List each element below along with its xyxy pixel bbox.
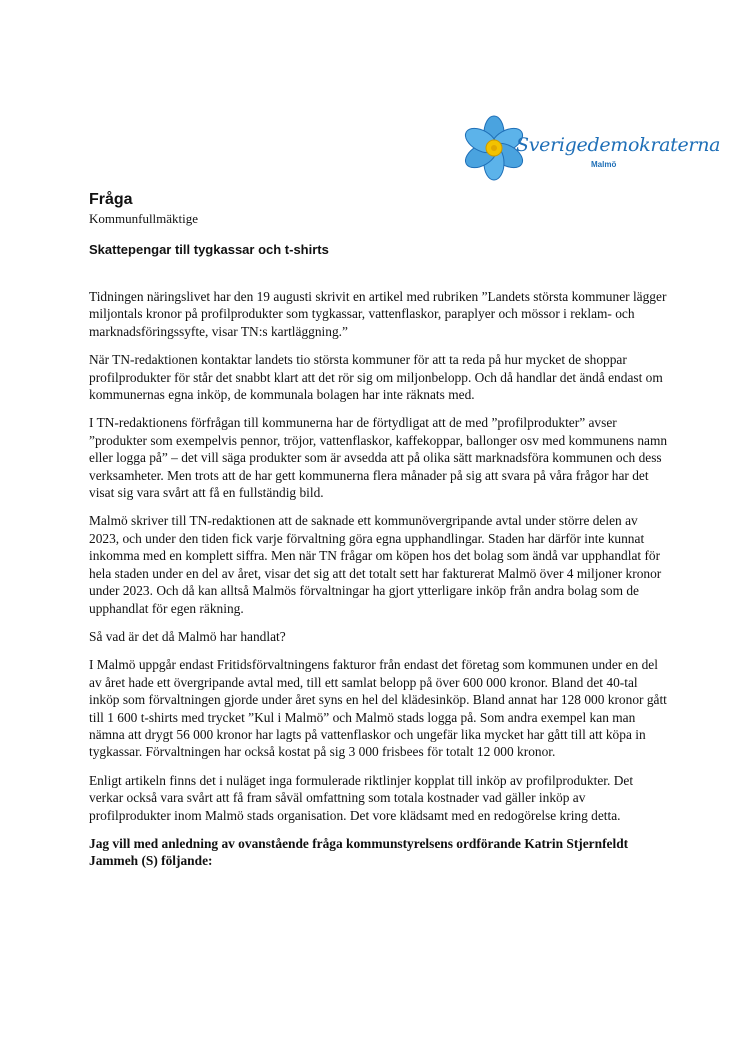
body-paragraph: I TN-redaktionens förfrågan till kommunerna har de förtydligat att de med ”profilprodukter” avser ”produkter som exempelvis pennor, tröjor, vattenflaskor, kaffekoppar, ballonger osv med kommunens namn eller logga på” – det vill säga produkter som är avsedda att på olika sätt marknadsföra kommunen och dess verksamheter. Men trots att de har gett kommunerna flera månader på sig att svara på våra frågor har det visat sig vara svårt att få en fullständig bild. [89, 415, 668, 501]
organization-name: Kommunfullmäktige [89, 211, 199, 226]
document-body [89, 288, 669, 881]
document-header [89, 190, 669, 258]
closing-statement: Jag vill med anledning av ovanstående fråga kommunstyrelsens ordförande Katrin Stjernfeldt Jammeh (S) följande: [89, 835, 629, 869]
logo-city: Malmö [591, 160, 617, 169]
logo-wordmark: Sverigedemokraterna [516, 134, 721, 156]
body-paragraph: Malmö skriver till TN-redaktionen att de saknade ett kommunövergripande avtal under större delen av 2023, och under den tiden fick varje förvaltning göra egna upphandlingar. Staden har därför inte kunnat inkomma med en komplett siffra. Men när TN frågar om köpen hos det bolag som ändå var upphandlat för hela staden under en del av året, visar det sig att det totalt sett har fakturerat Malmö över 4 miljoner kronor under 2023. Och då kan alltså Malmös förvaltningar ha gjort ytterligare inköp från andra bolag som de upphandlat för egen räkning. [89, 513, 662, 616]
body-paragraph: Så vad är det då Malmö har handlat? [89, 628, 286, 644]
body-paragraph: När TN-redaktionen kontaktar landets tio största kommuner för att ta reda på hur mycket de shoppar profilprodukter för står det snabbt klart att det rör sig om miljonbelopp. Och då handlar det ändå endast om kommunernas egna inköp, de kommunala bolagen har inte räknats med. [89, 352, 663, 403]
party-logo [458, 112, 721, 184]
body-paragraph: Enligt artikeln finns det i nuläget inga formulerade riktlinjer kopplat till inköp av profilprodukter. Det verkar också vara svårt att få fram såväl omfattning som totala kostnader vad gäller inköp av profilprodukter inom Malmö stads organisation. Det vore klädsamt med en redogörelse kring detta. [89, 772, 634, 823]
body-paragraph: I Malmö uppgår endast Fritidsförvaltningens fakturor från endast det företag som kommunen under en del av året hade ett övergripande avtal med, till ett samlat belopp på över 600 000 kronor. Bland det 40-tal inköp som förvaltningen gjorde under året syns en hel del klädesinköp. Bland annat har 128 000 kronor gått till 1 600 t-shirts med trycket ”Kul i Malmö” och Malmö stads logga på. Som andra exempel kan man nämna att drygt 56 000 kronor har lagts på vattenflaskor och ungefär lika mycket har gått till att köpa in tygkassar. Förvaltningen har också kostat på sig 3 000 frisbees för totalt 12 000 kronor. [89, 657, 667, 760]
document-title: Skattepengar till tygkassar och t-shirts [89, 242, 329, 257]
body-paragraph: Tidningen näringslivet har den 19 augusti skrivit en artikel med rubriken ”Landets största kommuner lägger miljontals kronor på profilprodukter som tygkassar, vattenflaskor, paraplyer och mössor i reklam- och marknadsföringssyfte, visar TN:s kartläggning.” [89, 289, 667, 339]
document-type: Fråga [89, 191, 133, 208]
